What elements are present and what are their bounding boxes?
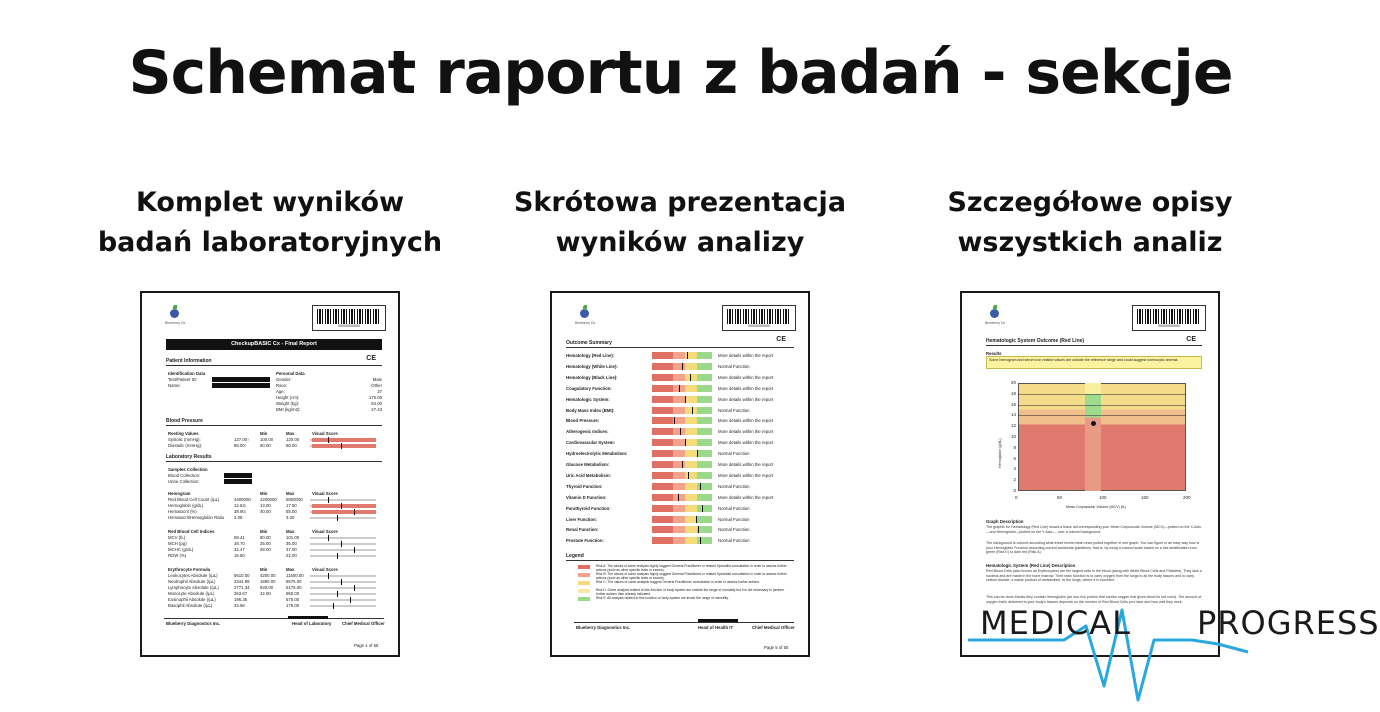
- outcome-row-name: Parathyroid Function:: [566, 505, 611, 511]
- visual-score-marker: [354, 585, 355, 591]
- table-row-label: Hemoglobin (g/dL): [168, 503, 204, 508]
- outcome-row-note: More details within the report: [718, 494, 774, 500]
- outcome-risk-bar: [652, 516, 712, 523]
- table-row-label: Monocyte Absolute (/µL): [168, 591, 215, 596]
- visual-score-marker: [328, 437, 329, 443]
- table-row-value: 2771.34: [234, 585, 250, 590]
- visual-score-marker: [328, 535, 329, 541]
- table-row-label: Neutrophil Absolute (/µL): [168, 579, 216, 584]
- logo-text: Blueberry Dx: [985, 321, 1006, 325]
- x-tick-label: 200: [1183, 495, 1191, 500]
- table-row-min: 840.00: [260, 585, 274, 590]
- visual-score-marker: [333, 603, 334, 609]
- outcome-marker: [680, 428, 681, 435]
- table-row-max: 575.00: [286, 597, 300, 602]
- y-axis-label: Hemoglobin (g/dL): [998, 438, 1002, 468]
- outcome-row-name: Cardiovascular System:: [566, 440, 615, 446]
- barcode: 00000000000: [312, 305, 386, 331]
- graph-description-text-2: The background is colored according what these levels mean once putted together in one graph. You can figure in an easy way how is your Hemoglobin Function according current worldwide guidelines, that is, by using a colored scale based on a risk stratification from green (Risk E) to dark red (Risk A).: [986, 541, 1200, 555]
- hemogram-heading: Hemogram: [168, 491, 191, 496]
- results-callout: Some hemogram and serum iron related values are outside the reference range and could suggest normocytic anemia.: [986, 356, 1202, 369]
- rbc-indices-heading: Red Blood Cell Indices: [168, 529, 215, 534]
- y-tick-label: 20: [1010, 380, 1016, 385]
- table-row-min: 40.00: [260, 509, 271, 514]
- outcome-row-name: Atherogenic Indices:: [566, 429, 609, 435]
- redacted-id: [212, 377, 270, 382]
- visual-score-track: [310, 581, 376, 583]
- outcome-marker: [697, 450, 698, 457]
- patient-id-label: Test/Patient ID:: [168, 377, 198, 382]
- y-tick-label: 4: [1013, 466, 1016, 472]
- visual-score-track: [310, 605, 376, 607]
- outcome-marker: [679, 385, 680, 392]
- outcome-marker: [692, 407, 693, 414]
- y-tick-label: 0: [1013, 488, 1016, 493]
- visual-score-marker: [354, 547, 355, 553]
- column-heading-3: Szczegółowe opisy wszystkich analiz: [947, 187, 1233, 258]
- system-description-text: Red Blood Cells (also known as Erythrocytes) are the largest cells in the blood (along with White Blood Cells and Platelets). They lack a nucleus and are made in the bone marrow. Their main function is to carry oxygen from the lungs to all the body tissues and to carry carbon dioxide, a waste product of metabolism, to the lungs, where it is excreted.: [986, 569, 1202, 583]
- column-heading-2: Skrótowa prezentacja wyników analizy: [513, 187, 847, 258]
- brand-right-text: PROGRESS: [1196, 604, 1380, 642]
- table-row-max: 55.00: [286, 509, 297, 514]
- outcome-row-note: Normal Function: [718, 451, 750, 457]
- ce-mark: CE: [776, 336, 786, 343]
- table-row-max: 22.00: [286, 553, 297, 558]
- table-row-label: Leukocytes Absolute (/µL): [168, 573, 218, 578]
- col-min-header: Min: [260, 567, 268, 572]
- system-description-heading: Hematologic System (Red Line) Description: [986, 563, 1076, 568]
- table-row-value: 5610.00: [234, 573, 250, 578]
- outcome-row-note: Normal Function: [718, 527, 750, 533]
- outcome-row-name: Uric Acid Metabolism:: [566, 472, 611, 478]
- outcome-row-note: More details within the report: [718, 440, 774, 446]
- graph-description-text: The graphic for Hematology (Red Line) shows a black dot corresponding your Mean Corpuscular Volume (MCV)—plotted on the X-Axis—and Hemoglobin—plotted on the Y-Axis—, over a colored background.: [986, 525, 1201, 534]
- lab-results-heading: Laboratory Results: [166, 455, 382, 462]
- visual-score-track: [310, 575, 376, 577]
- outcome-marker: [687, 352, 688, 359]
- table-row-min: 42.00: [260, 591, 271, 596]
- y-tick-label: 12: [1010, 423, 1016, 429]
- x-axis-label: Mean Corpuscular Volume (MCV) (fL): [1066, 505, 1127, 509]
- outcome-risk-bar: [652, 494, 712, 501]
- outcome-row-name: Coagulatory Function:: [566, 385, 612, 391]
- outcome-row-note: More details within the report: [718, 472, 774, 478]
- y-tick-label: 18: [1010, 390, 1016, 396]
- table-row-label: Lymphocyte Absolute (/µL): [168, 585, 219, 590]
- table-row-value: 4400000: [234, 497, 251, 502]
- redacted-blood-date: [224, 473, 252, 478]
- y-tick-label: 8: [1013, 444, 1016, 450]
- table-row-value: 32.47: [234, 547, 245, 552]
- outcome-row-name: Hydroelectrolytic Metabolism:: [566, 451, 628, 457]
- patient-info-heading: Patient Information: [166, 359, 382, 366]
- visual-score-marker: [341, 579, 342, 585]
- outcome-marker: [696, 516, 697, 523]
- personal-value: Male: [372, 377, 382, 382]
- col-max-header: Max: [286, 491, 295, 496]
- col-max-header: Max: [286, 567, 295, 572]
- legend-text: Risk C: The values of some analysis suggest General Practitioner consultation in order to assess further actions.: [596, 580, 760, 584]
- report-page-lab-results: [140, 291, 400, 657]
- visual-score-risk: [312, 438, 376, 442]
- chart-background: [1018, 383, 1186, 491]
- outcome-row-note: Normal Function: [718, 516, 750, 522]
- visual-score-track: [310, 593, 376, 595]
- outcome-row-name: Hematology (Red Line):: [566, 353, 615, 358]
- outcome-row-note: Normal Function: [718, 505, 750, 511]
- table-row-value: 38.90↓: [234, 509, 247, 514]
- table-row-min: 1890.00: [260, 579, 276, 584]
- col-visual-header: Visual Score: [312, 431, 338, 436]
- table-row-max: 80.00: [286, 443, 297, 448]
- table-row-label: RDW (%): [168, 553, 187, 558]
- outcome-marker: [674, 417, 675, 424]
- ce-mark: CE: [1186, 336, 1196, 343]
- table-row-max: 37.00: [286, 547, 297, 552]
- table-row-max: 8575.00: [286, 579, 302, 584]
- leaf-icon: [173, 305, 177, 310]
- table-row-min: 60.00: [260, 443, 271, 448]
- visual-score-track: [310, 599, 376, 601]
- outcome-marker: [682, 461, 683, 468]
- identification-heading: Identification Data: [168, 371, 206, 376]
- visual-score-track: [310, 543, 376, 545]
- normal-band: [1085, 383, 1101, 491]
- legend-text: Risk E: All analysis related to this function or body system are inside the range of normality.: [596, 596, 729, 600]
- visual-score-track: [310, 517, 376, 519]
- visual-score-track: [310, 499, 376, 501]
- resting-values-heading: Resting Values: [168, 431, 199, 436]
- table-row-max: 5175.00: [286, 585, 302, 590]
- personal-value: Other: [371, 383, 382, 388]
- legend-swatch: [578, 581, 590, 585]
- personal-label: Age:: [276, 389, 285, 394]
- x-tick-label: 100: [1099, 495, 1107, 500]
- table-row-value: 2344.98: [234, 579, 250, 584]
- outcome-marker: [700, 483, 701, 490]
- visual-score-marker: [341, 503, 342, 509]
- visual-score-marker: [328, 573, 329, 579]
- table-row-label: Diastolic (mmHg):: [168, 443, 203, 448]
- outcome-row-name: Vitamin D Function:: [566, 494, 607, 500]
- outcome-row-name: Renal Function:: [566, 527, 599, 533]
- table-row-max: 101.00: [286, 535, 300, 540]
- column-heading-1: Komplet wyników badań laboratoryjnych: [97, 187, 443, 258]
- outcome-risk-bar: [652, 483, 712, 490]
- table-row-max: 5800000: [286, 497, 303, 502]
- legend-text: Risk D: Some analysis related to this function or body system are outside the range of normality but it is not necessary to perform further actions than already indicated.: [596, 588, 785, 596]
- outcome-marker: [702, 505, 703, 512]
- footer-divider: [164, 618, 384, 619]
- table-row-value: 16.80: [234, 553, 245, 558]
- legend-swatch: [578, 589, 590, 593]
- personal-value: 84.00: [371, 401, 382, 406]
- table-row-min: 80.00: [260, 535, 271, 540]
- table-row-label: MCV (fL): [168, 535, 186, 540]
- blueberry-logo-icon: [170, 309, 179, 318]
- outcome-marker: [698, 526, 699, 533]
- redacted-urine-date: [224, 479, 252, 484]
- personal-value: 175.00: [368, 395, 382, 400]
- outcome-row-note: More details within the report: [718, 353, 774, 358]
- urine-collection-label: Urine Collection:: [168, 479, 200, 484]
- table-row-label: MCHC (g/dL): [168, 547, 194, 552]
- table-row-label: Systolic (mmHg):: [168, 437, 201, 442]
- table-row-max: 35.00: [286, 541, 297, 546]
- outcome-row-name: Thyroid Function:: [566, 483, 603, 489]
- outcome-row-note: Normal Function: [718, 363, 750, 369]
- barcode: 00000000000: [722, 305, 796, 331]
- table-row-max: 120.00: [286, 437, 300, 442]
- table-row-min: 4200.00: [260, 573, 276, 578]
- table-row-label: Red Blood Cell Count (/µL): [168, 497, 220, 502]
- table-row-min: 25.00: [260, 541, 271, 546]
- table-row-max: 17.50: [286, 503, 297, 508]
- personal-label: BMI (kg/m2):: [276, 407, 301, 412]
- outcome-row-note: Normal Function: [718, 538, 750, 544]
- redacted-name: [212, 383, 270, 388]
- outcome-row-name: Hematology (Black Line):: [566, 374, 618, 380]
- legend-text: Risk B: The values of some analysis highly suggest General Practitioner or related Specialist consultation in order to assess further actions (such as other specific tests or exams).: [596, 572, 787, 580]
- outcome-row-note: More details within the report: [718, 385, 774, 391]
- personal-label: Gender:: [276, 377, 292, 382]
- outcome-risk-bar: [652, 385, 712, 392]
- visual-score-marker: [328, 497, 329, 503]
- blueberry-logo-icon: [990, 309, 999, 318]
- outcome-marker: [700, 537, 701, 544]
- visual-score-risk: [312, 444, 376, 448]
- blueberry-logo-icon: [580, 309, 589, 318]
- table-row-value: 28.70: [234, 541, 245, 546]
- y-tick-label: 6: [1013, 455, 1016, 461]
- col-min-header: Min: [260, 431, 268, 436]
- outcome-row-note: More details within the report: [718, 374, 774, 380]
- table-row-label: Hematocrit (%): [168, 509, 197, 514]
- outcome-row-note: More details within the report: [718, 396, 774, 402]
- footer-company: Blueberry Diagnostics Inc.: [166, 621, 221, 626]
- blood-pressure-heading: Blood Pressure: [166, 419, 382, 426]
- outcome-risk-bar: [652, 417, 712, 424]
- signature-bar: [698, 619, 738, 622]
- x-tick-label: 150: [1141, 495, 1149, 500]
- outcome-row-note: Normal Function: [718, 483, 750, 489]
- gridline: [1018, 415, 1186, 416]
- personal-value: 27.43: [371, 407, 382, 412]
- outcome-risk-bar: [652, 505, 712, 512]
- brand-logo: [980, 604, 1380, 642]
- personal-data-heading: Personal Data: [276, 371, 305, 376]
- table-row-min: 4200000: [260, 497, 277, 502]
- outcome-risk-bar: [652, 352, 712, 359]
- footer-cmo: Chief Medical Officer: [752, 625, 795, 630]
- table-row-value: 196.35: [234, 597, 248, 602]
- outcome-risk-bar: [652, 396, 712, 403]
- col-max-header: Max: [286, 529, 295, 534]
- visual-score-risk: [312, 504, 376, 508]
- outcome-risk-bar: [652, 407, 712, 414]
- hemoglobin-mcv-chart: [1010, 380, 1191, 500]
- blood-collection-label: Blood Collection:: [168, 473, 201, 478]
- visual-score-track: [310, 537, 376, 539]
- outcome-risk-bar: [652, 472, 712, 479]
- outcome-row-note: Normal Function: [718, 407, 750, 413]
- table-row-value: 263.67: [234, 591, 248, 596]
- system-description-text-2: This can be done thanks they contain Hemoglobin (an iron-rich protein that carries oxygen that gives blood its red color). The amount of oxygen that's delivered to your body's tissues depends on the number of Red Blood Cells you have and how well they work.: [986, 595, 1202, 604]
- leaf-icon: [993, 305, 997, 310]
- outcome-row-note: More details within the report: [718, 418, 774, 424]
- gridline: [1018, 405, 1186, 406]
- legend-heading: Legend: [566, 554, 794, 561]
- y-tick-label: 14: [1010, 412, 1016, 418]
- outcome-marker: [678, 494, 679, 501]
- outcome-risk-bar: [652, 374, 712, 381]
- visual-score-track: [310, 555, 376, 557]
- outcome-risk-bar: [652, 537, 712, 544]
- logo-text: Blueberry Dx: [165, 321, 186, 325]
- outcome-row-name: Body Mass Index (BMI):: [566, 407, 615, 413]
- footer-head-lab: Head of Laboratory: [292, 621, 332, 626]
- table-row-value: 88.00↑: [234, 443, 247, 448]
- personal-label: Race:: [276, 383, 288, 388]
- report-page-outcome-summary: [550, 291, 810, 657]
- legend-swatch: [578, 565, 590, 569]
- col-min-header: Min: [260, 529, 268, 534]
- footer-page: Page 1 of 55: [354, 643, 379, 648]
- signature-bar: [288, 616, 328, 619]
- visual-score-marker: [350, 597, 351, 603]
- table-row-min: 100.00: [260, 437, 274, 442]
- visual-score-marker: [341, 541, 342, 547]
- table-row-label: Eosinophil Absolute (/µL): [168, 597, 216, 602]
- y-tick-label: 10: [1010, 434, 1016, 439]
- col-max-header: Max: [286, 431, 295, 436]
- outcome-marker: [688, 472, 689, 479]
- report-title: CheckupBASIC Cx - Final Report: [166, 339, 382, 350]
- table-row-max: 3.20: [286, 515, 295, 520]
- outcome-row-note: More details within the report: [718, 429, 774, 435]
- outcome-risk-bar: [652, 439, 712, 446]
- outcome-risk-bar: [652, 450, 712, 457]
- brand-left-text: MEDICAL: [980, 604, 1131, 642]
- outcome-risk-bar: [652, 526, 712, 533]
- table-row-max: 950.00: [286, 591, 300, 596]
- outcome-row-name: Glucose Metabolism:: [566, 462, 610, 467]
- table-row-min: 28.00: [260, 547, 271, 552]
- visual-score-risk: [312, 510, 376, 514]
- gridline: [1018, 394, 1186, 395]
- barcode: 00000000000: [1132, 305, 1206, 331]
- visual-score-marker: [337, 553, 338, 559]
- visual-score-marker: [337, 591, 338, 597]
- section-heading: Hematologic System Outcome (Red Line): [986, 339, 1202, 346]
- outcome-marker: [690, 374, 691, 381]
- outcome-row-name: Hematology (White Line):: [566, 363, 618, 369]
- table-row-value: 12.63↓: [234, 503, 247, 508]
- y-tick-label: 2: [1013, 477, 1016, 483]
- outcome-summary-heading: Outcome Summary: [566, 341, 794, 348]
- table-row-max: 175.00: [286, 603, 300, 608]
- ce-mark: CE: [366, 355, 376, 362]
- col-visual-header: Visual Score: [312, 567, 338, 572]
- y-tick-label: 16: [1010, 401, 1016, 407]
- personal-label: Weight (kg):: [276, 401, 300, 406]
- x-tick-label: 50: [1057, 495, 1063, 500]
- name-label: Name:: [168, 383, 181, 388]
- table-row-label: Basophil Absolute (/µL): [168, 603, 213, 608]
- visual-score-marker: [337, 515, 338, 521]
- table-row-value: 88.41: [234, 535, 245, 540]
- leaf-icon: [583, 305, 587, 310]
- footer-head: Head of Health IT: [698, 625, 734, 630]
- visual-score-marker: [341, 443, 342, 449]
- col-visual-header: Visual Score: [312, 491, 338, 496]
- table-row-min: 13.00: [260, 503, 271, 508]
- erythrocyte-heading: Erythrocyte Formula: [168, 567, 211, 572]
- table-row-label: MCH (pg): [168, 541, 187, 546]
- x-tick-label: 0: [1015, 495, 1018, 500]
- outcome-marker: [685, 439, 686, 446]
- outcome-row-name: Hematologic System:: [566, 396, 610, 402]
- table-row-value: 33.66: [234, 603, 245, 608]
- table-row-value: 127.00↑: [234, 437, 250, 442]
- legend-text: Risk A: The values of some analysis highly suggest General Practitioner or related Specialist consultation in order to assess further actions (such as other specific tests or exams).: [596, 564, 787, 572]
- logo-text: Blueberry Dx: [575, 321, 596, 325]
- results-heading: Results: [986, 351, 1002, 356]
- outcome-row-name: Liver Function:: [566, 516, 598, 522]
- outcome-row-name: Prostate Function:: [566, 538, 604, 544]
- footer-page: Page 5 of 55: [764, 645, 789, 650]
- samples-heading: Samples Collection: [168, 467, 208, 472]
- legend-swatch: [578, 597, 590, 601]
- outcome-risk-bar: [652, 428, 712, 435]
- table-row-value: 3.08: [234, 515, 243, 520]
- visual-score-marker: [354, 509, 355, 515]
- graph-description-heading: Graph Description: [986, 519, 1024, 524]
- table-row-max: 11500.00: [286, 573, 304, 578]
- col-visual-header: Visual Score: [312, 529, 338, 534]
- page-title: Schemat raportu z badań - sekcje: [128, 38, 1233, 108]
- outcome-marker: [685, 396, 686, 403]
- table-row-label: Hematocrit/Hemoglobin Ratio: [168, 515, 225, 520]
- outcome-row-note: More details within the report: [718, 462, 774, 467]
- visual-score-track: [310, 587, 376, 589]
- footer-cmo: Chief Medical Officer: [342, 621, 385, 626]
- visual-score-track: [310, 549, 376, 551]
- col-min-header: Min: [260, 491, 268, 496]
- footer-divider: [574, 622, 794, 623]
- outcome-row-name: Blood Pressure:: [566, 418, 600, 424]
- personal-value: 37: [377, 389, 382, 394]
- legend-swatch: [578, 573, 590, 577]
- outcome-marker: [682, 363, 683, 370]
- footer-company: Blueberry Diagnostics Inc.: [576, 625, 631, 630]
- personal-label: Height (cm):: [276, 395, 300, 400]
- patient-value-dot: [1091, 421, 1096, 426]
